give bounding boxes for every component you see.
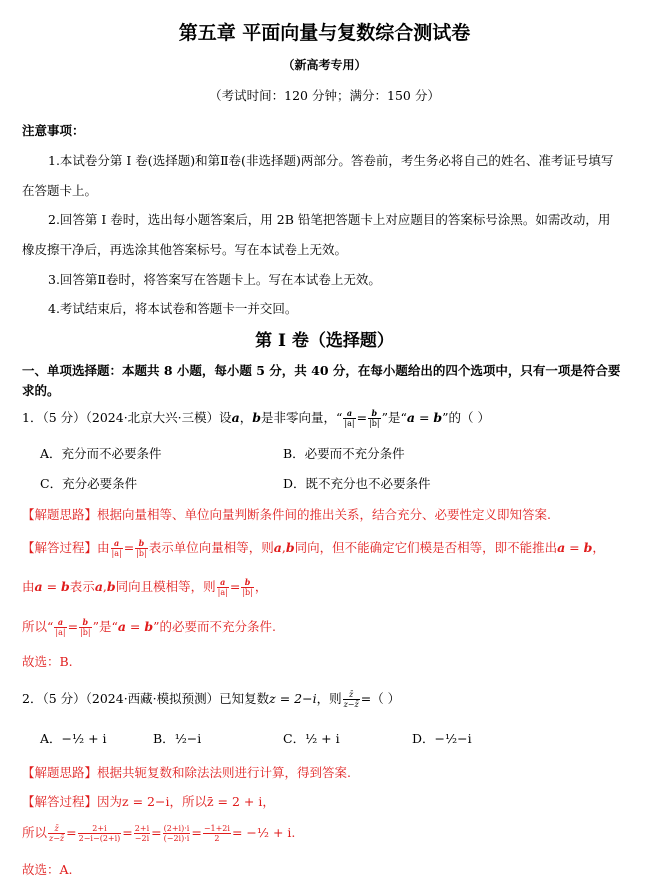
q2-option-d[interactable]: D．−½−i xyxy=(412,731,472,746)
q1-solution-process-line-2: 由a = b表示a,b同向且模相等，则 $\frac{a}{|a|}$ = $\frac{b}{|b|}$ ， xyxy=(22,577,268,597)
q1-vec-a: a xyxy=(231,410,240,425)
q1-number: 1．（5 分）（2024·北京大兴·三模）设 xyxy=(22,410,232,425)
q1-stem: 1．（5 分）（2024·北京大兴·三模）设a，b是非零向量，“ $\frac{a}{|a|}$ = $\frac{b}{|b|}$ ”是“a = b”的（ ） xyxy=(22,408,491,428)
note-item-1-line-1: 1.本试卷分第 I 卷(选择题)和第Ⅱ卷(非选择题)两部分。答卷前，考生务必将自己的姓名、准考证号填写 xyxy=(48,153,614,168)
q2-number: 2．（5 分）（2024·西藏·模拟预测）已知复数 xyxy=(22,691,270,706)
q1-solution-process-line-1: 【解答过程】由 $\frac{a}{|a|}$ = $\frac{b}{|b|}$ 表示单位向量相等，则a,b同向，但不能确定它们模是否相等，即不能推出a = b， xyxy=(22,538,605,558)
q1-stem-eq: ”是“ xyxy=(381,410,407,425)
page-subtitle: （新高考专用） xyxy=(282,58,367,72)
q1-solution-idea xyxy=(22,505,551,523)
exam-info: （考试时间：120 分钟；满分：150 分） xyxy=(209,88,440,103)
section-title: 第 I 卷（选择题） xyxy=(255,331,394,351)
page-title: 第五章 平面向量与复数综合测试卷 xyxy=(178,22,471,44)
q1-frac-b: $\frac{b}{|b|}$ xyxy=(369,408,380,428)
notes-heading: 注意事项： xyxy=(22,123,85,138)
q1-idea-label: 【解题思路】 xyxy=(22,507,98,522)
q1-option-a[interactable]: A．充分而不必要条件 xyxy=(40,446,162,461)
note-item-3: 3.回答第Ⅱ卷时，将答案写在答题卡上。写在本试卷上无效。 xyxy=(48,272,381,287)
q2-answer: 故选：A. xyxy=(22,862,73,877)
note-item-2-line-1: 2.回答第 I 卷时，选出每小题答案后，用 2B 铅笔把答题卡上对应题目的答案标号涂黑。如需改动，用 xyxy=(48,212,611,227)
q1-answer: 故选：B. xyxy=(22,654,73,669)
q2-solution-process: 【解答过程】因为z = 2−i，所以z̄ = 2 + i， xyxy=(22,794,275,809)
q2-stem: 2．（5 分）（2024·西藏·模拟预测）已知复数z = 2−i，则 $\frac{z̄}{z-z̄}$ =（ ） xyxy=(22,690,401,709)
q1-stem-end: ”的（ ） xyxy=(442,410,491,425)
q1-idea-text: 根据向量相等、单位向量判断条件间的推出关系，结合充分、必要性定义即知答案. xyxy=(97,507,551,522)
q1-solution-process-line-3: 所以“ $\frac{a}{|a|}$ = $\frac{b}{|b|}$ ”是“a = b”的必要而不充分条件. xyxy=(22,617,276,637)
q2-fraction: $\frac{z̄}{z-z̄}$ xyxy=(343,690,359,709)
section-intro-line-2: 求的。 xyxy=(22,383,60,398)
note-item-4: 4.考试结束后，将本试卷和答题卡一并交回。 xyxy=(48,301,298,316)
q2-solution-calc: 所以 $\frac{z̄}{z-z̄}$ = $\frac{2+i}{2-i-(2+i)}$ = $\frac{2+i}{-2i}$ = $\frac{(2+i)\cdot i}{(-2i)\cdot i}$ = $\frac{-1+2i}{2}$ = −½ + i. xyxy=(22,824,296,843)
q1-option-b[interactable]: B．必要而不充分条件 xyxy=(283,446,405,461)
section-intro-line-1: 一、单项选择题：本题共 8 小题，每小题 5 分，共 40 分，在每小题给出的四个选项中，只有一项是符合要 xyxy=(22,363,621,378)
note-item-1-line-2: 在答题卡上。 xyxy=(22,183,98,198)
q1-frac-a: $\frac{a}{|a|}$ xyxy=(344,408,355,428)
q2-option-b[interactable]: B．½−i xyxy=(153,731,202,746)
q1-option-d[interactable]: D．既不充分也不必要条件 xyxy=(283,476,431,491)
q1-stem-mid: 是非零向量，“ xyxy=(261,410,343,425)
q2-option-a[interactable]: A．−½ + i xyxy=(40,731,107,746)
q2-stem-tail: =（ ） xyxy=(360,691,401,706)
q2-solution-idea: 【解题思路】根据共轭复数和除法法则进行计算，得到答案. xyxy=(22,765,351,780)
note-item-2-line-2: 橡皮擦干净后，再选涂其他答案标号。写在本试卷上无效。 xyxy=(22,242,348,257)
q1-vec-b: b xyxy=(252,410,262,425)
q1-option-c[interactable]: C．充分必要条件 xyxy=(40,476,138,491)
q2-z-eq: z = 2−i xyxy=(269,691,317,706)
q2-option-c[interactable]: C．½ + i xyxy=(283,731,340,746)
